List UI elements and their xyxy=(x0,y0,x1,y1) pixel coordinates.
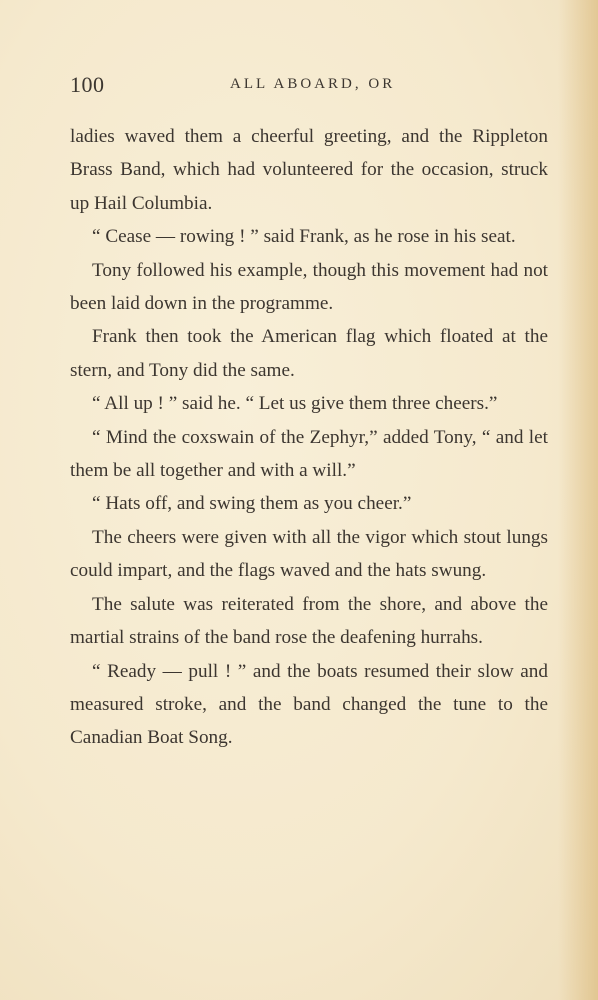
paragraph: “ Ready — pull ! ” and the boats resumed their slow and measured stroke, and the band changed the tune to the Canadian Boat Song. xyxy=(70,660,548,749)
body-text xyxy=(70,120,548,755)
paragraph: “ All up ! ” said he. “ Let us give them three cheers.” xyxy=(92,393,498,415)
page-header xyxy=(70,72,550,100)
paragraph: The salute was reiterated from the shore, and above the martial strains of the band rose the deafening hurrahs. xyxy=(70,593,548,649)
page-edge-shadow xyxy=(558,0,598,1000)
paragraph: Tony followed his example, though this movement had not been laid down in the programme. xyxy=(70,259,548,315)
paragraph: The cheers were given with all the vigor which stout lungs could impart, and the flags waved and the hats swung. xyxy=(70,526,548,582)
paragraph: Frank then took the American flag which floated at the stern, and Tony did the same. xyxy=(70,326,548,381)
paragraph: “ Mind the coxswain of the Zephyr,” added Tony, “ and let them be all together and with a will.” xyxy=(70,426,548,482)
paragraph: ladies waved them a cheerful greeting, and the Rippleton Brass Band, which had volunteered for the occasion, struck up Hail Columbia. xyxy=(70,126,548,214)
page-number: 100 xyxy=(70,72,105,97)
running-title: ALL ABOARD, OR xyxy=(230,76,396,92)
paragraph: “ Hats off, and swing them as you cheer.” xyxy=(92,493,412,515)
paragraph: “ Cease — rowing ! ” said Frank, as he rose in his seat. xyxy=(92,226,516,248)
